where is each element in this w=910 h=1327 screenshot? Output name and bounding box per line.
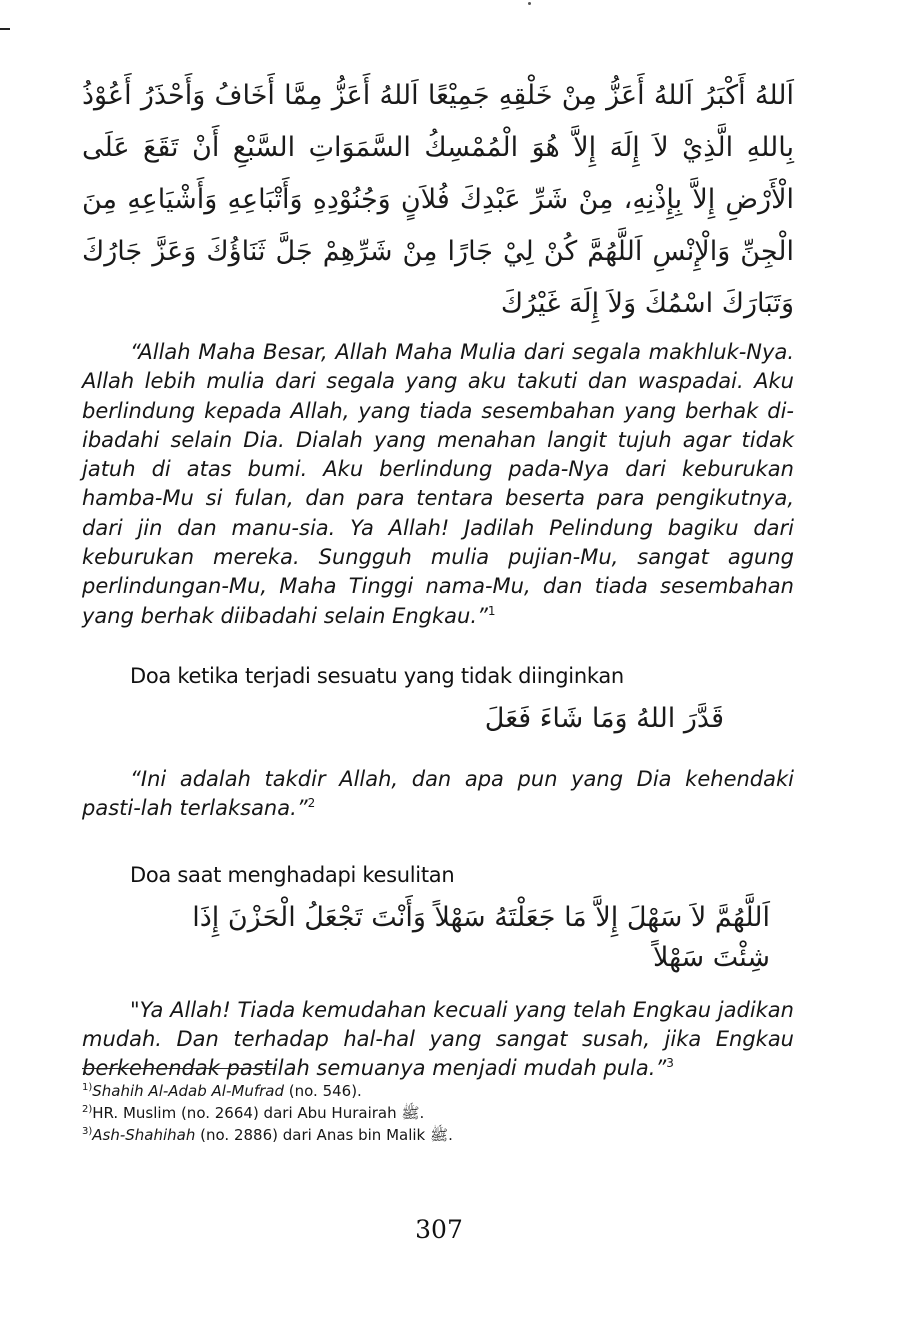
translation-2-text: “Ini adalah takdir Allah, dan apa pun yang Dia kehendaki pasti-lah terlaksana.” <box>82 766 794 821</box>
translation-1 <box>82 338 794 631</box>
footnotes <box>82 1080 682 1146</box>
footnote-3-detail: (no. 2886) dari Anas bin Malik ﷺ. <box>195 1126 453 1144</box>
heading-undesired-event: Doa ketika terjadi sesuatu yang tidak diinginkan <box>130 663 624 688</box>
translation-3 <box>82 996 794 1084</box>
footnote-2 <box>82 1102 682 1124</box>
footnote-1-marker: 1) <box>82 1082 93 1093</box>
footnote-ref-3: 3 <box>666 1056 674 1071</box>
footnote-1-source: Shahih Al-Adab Al-Mufrad <box>92 1082 284 1100</box>
footnote-3 <box>82 1124 682 1146</box>
heading-difficulty: Doa saat menghadapi kesulitan <box>130 862 455 887</box>
arabic-prayer-3: اَللَّهُمَّ لاَ سَهْلَ إِلاَّ مَا جَعَلْتَهُ سَهْلاً وَأَنْتَ تَجْعَلُ الْحَزْنَ إِذَا شِئْتَ سَهْلاً <box>192 901 770 973</box>
footnote-divider <box>82 1068 274 1069</box>
scan-corner-mark <box>0 28 10 35</box>
arabic-prayer-2: قَدَّرَ اللهُ وَمَا شَاءَ فَعَلَ <box>484 702 724 734</box>
translation-3-text: "Ya Allah! Tiada kemudahan kecuali yang telah Engkau jadikan mudah. Dan terhadap hal-hal yang sangat susah, jika Engkau berkehendak pastilah semuanya menjadi mudah pula.” <box>82 997 794 1081</box>
footnote-1-detail: (no. 546). <box>284 1082 362 1100</box>
footnote-ref-2: 2 <box>307 796 316 811</box>
footnote-2-marker: 2) <box>82 1104 93 1115</box>
page-number: 307 <box>415 1215 463 1244</box>
footnote-2-source: HR. Muslim <box>92 1104 177 1122</box>
footnote-3-source: Ash-Shahihah <box>92 1126 196 1144</box>
page-body <box>82 70 794 1083</box>
footnote-2-detail: (no. 2664) dari Abu Hurairah ﷺ. <box>176 1104 425 1122</box>
translation-1-text: “Allah Maha Besar, Allah Maha Mulia dari segala makhluk-Nya. Allah lebih mulia dari segala yang aku takuti dan waspadai. Aku berlindung kepada Allah, yang tiada sesembahan yang berhak di-ibadahi selain Dia. Dialah yang menahan langit tujuh agar tidak jatuh di atas bumi. Aku berlindung pada-Nya dari keburukan hamba-Mu si fulan, dan para tentara beserta para pengikutnya, dari jin dan manu-sia. Ya Allah! Jadilah Pelindung bagiku dari keburukan mereka. Sungguh mulia pujian-Mu, sangat agung perlindungan-Mu, Maha Tinggi nama-Mu, dan tiada sesembahan yang berhak diibadahi selain Engkau.” <box>82 340 794 628</box>
translation-2 <box>82 765 794 824</box>
scan-dot <box>528 2 531 5</box>
arabic-prayer-1: اَللهُ أَكْبَرُ اَللهُ أَعَزُّ مِنْ خَلْقِهِ جَمِيْعًا اَللهُ أَعَزُّ مِمَّا أَخَافُ وَأَحْذَرُ أَعُوْذُ بِاللهِ الَّذِيْ لاَ إِلَهَ إِلاَّ هُوَ الْمُمْسِكُ السَّمَوَاتِ السَّبْعِ أَنْ تَقَعَ عَلَى الْأَرْضِ إِلاَّ بِإِذْنِهِ، مِنْ شَرِّ عَبْدِكَ فُلاَنٍ وَجُنُوْدِهِ وَأَتْبَاعِهِ وَأَشْيَاعِهِ مِنَ الْجِنِّ وَالْإِنْسِ اَللَّهُمَّ كُنْ لِيْ جَارًا مِنْ شَرِّهِمْ جَلَّ ثَنَاؤُكَ وَعَزَّ جَارُكَ وَتَبَارَكَ اسْمُكَ وَلاَ إِلَهَ غَيْرُكَ <box>82 80 794 319</box>
footnote-3-marker: 3) <box>82 1126 93 1137</box>
footnote-1 <box>82 1080 682 1102</box>
footnote-ref-1: 1 <box>487 603 496 618</box>
